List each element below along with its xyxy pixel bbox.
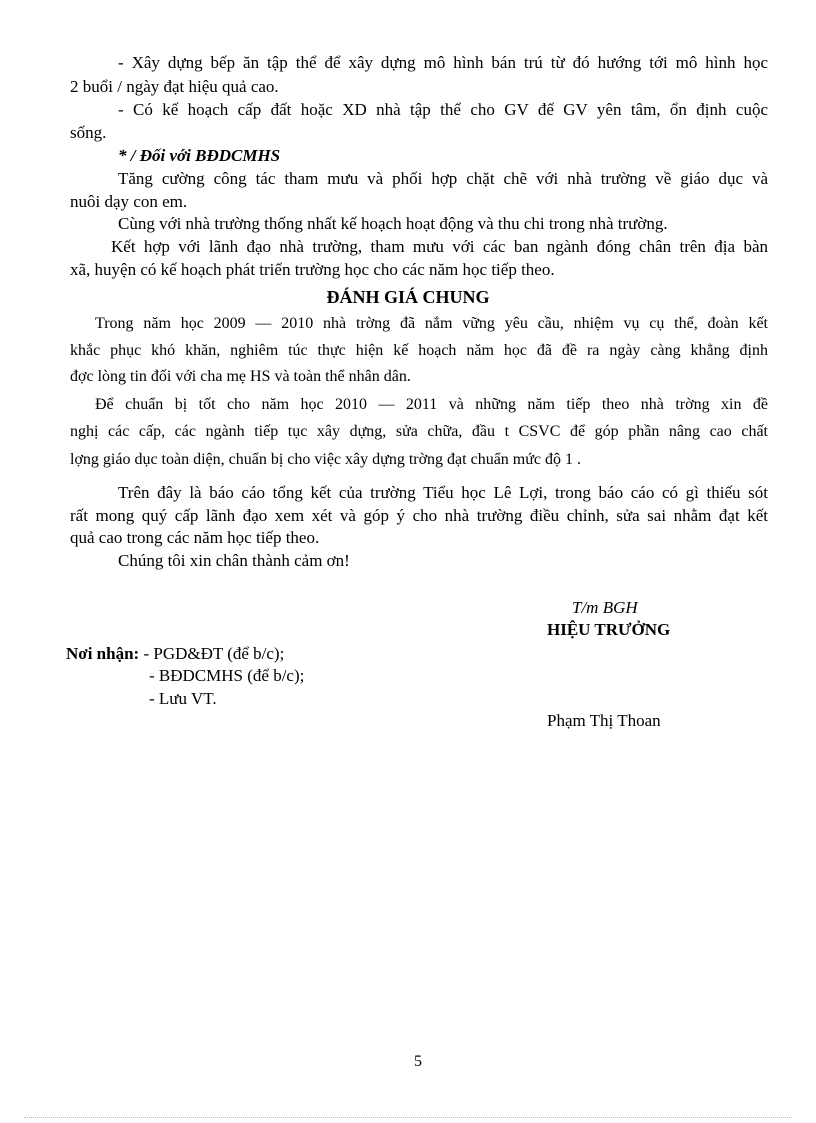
recipient-item: - PGD&ĐT (để b/c); <box>143 644 285 663</box>
signer-name: Phạm Thị Thoan <box>547 711 661 730</box>
signature-on-behalf: T/m BGH <box>572 598 638 617</box>
section-heading: * / Đối với BĐDCMHS <box>118 146 281 165</box>
paragraph-line: Trong năm học 2009 — 2010 nhà trờng đã nắm vững yêu cầu, nhiệm vụ cụ thể, đoàn kết <box>95 315 768 332</box>
paragraph-line: Cùng với nhà trường thống nhất kế hoạch hoạt động và thu chi trong nhà trường. <box>118 214 668 233</box>
paragraph-line: lợng giáo dục toàn diện, chuẩn bị cho việc xây dựng trờng đạt chuẩn mức độ 1 . <box>70 451 582 468</box>
recipient-item: - Lưu VT. <box>149 689 217 708</box>
page-bottom-divider <box>24 1117 792 1118</box>
recipient-item: - BĐDCMHS (để b/c); <box>149 666 305 685</box>
summary-title: ĐÁNH GIÁ CHUNG <box>326 287 490 307</box>
signature-role: HIỆU TRƯỞNG <box>547 620 671 639</box>
paragraph-line: nghị các cấp, các ngành tiếp tục xây dựng, sửa chữa, đầu t CSVC để góp phần nâng cao chất <box>70 423 768 440</box>
closing-line: Chúng tôi xin chân thành cảm ơn! <box>118 551 350 570</box>
paragraph-line: Trên đây là báo cáo tổng kết của trường Tiểu học Lê Lợi, trong báo cáo có gì thiếu sót <box>118 483 768 502</box>
paragraph-line: rất mong quý cấp lãnh đạo xem xét và góp ý cho nhà trường điều chỉnh, sửa sai nhằm đạt kết <box>70 506 768 525</box>
bullet-line-continued: 2 buổi / ngày đạt hiệu quả cao. <box>70 77 279 96</box>
paragraph-line: nuôi dạy con em. <box>70 192 188 211</box>
recipients-label: Nơi nhận: <box>66 644 140 663</box>
bullet-line: - Xây dựng bếp ăn tập thể để xây dựng mô hình bán trú từ đó hướng tới mô hình học <box>118 53 768 72</box>
paragraph-line: xã, huyện có kế hoạch phát triển trường học cho các năm học tiếp theo. <box>70 260 555 279</box>
paragraph-line: quả cao trong các năm học tiếp theo. <box>70 528 320 547</box>
paragraph-line: Kết hợp với lãnh đạo nhà trường, tham mưu với các ban ngành đóng chân trên địa bàn <box>111 237 768 256</box>
paragraph-line: đợc lòng tin đối với cha mẹ HS và toàn thể nhân dân. <box>70 368 411 385</box>
bullet-line: - Có kế hoạch cấp đất hoặc XD nhà tập thể cho GV để GV yên tâm, ổn định cuộc <box>118 100 768 119</box>
recipients-block <box>66 643 284 665</box>
paragraph-line: khắc phục khó khăn, nghiêm túc thực hiện kế hoạch năm học đã đề ra ngày càng khẳng định <box>70 342 768 359</box>
paragraph-line: Để chuẩn bị tốt cho năm học 2010 — 2011 và những năm tiếp theo nhà trờng xin đề <box>95 396 768 413</box>
paragraph-line: Tăng cường công tác tham mưu và phối hợp chặt chẽ với nhà trường về giáo dục và <box>118 169 768 188</box>
page-number: 5 <box>414 1053 422 1070</box>
bullet-line-continued: sống. <box>70 123 107 142</box>
